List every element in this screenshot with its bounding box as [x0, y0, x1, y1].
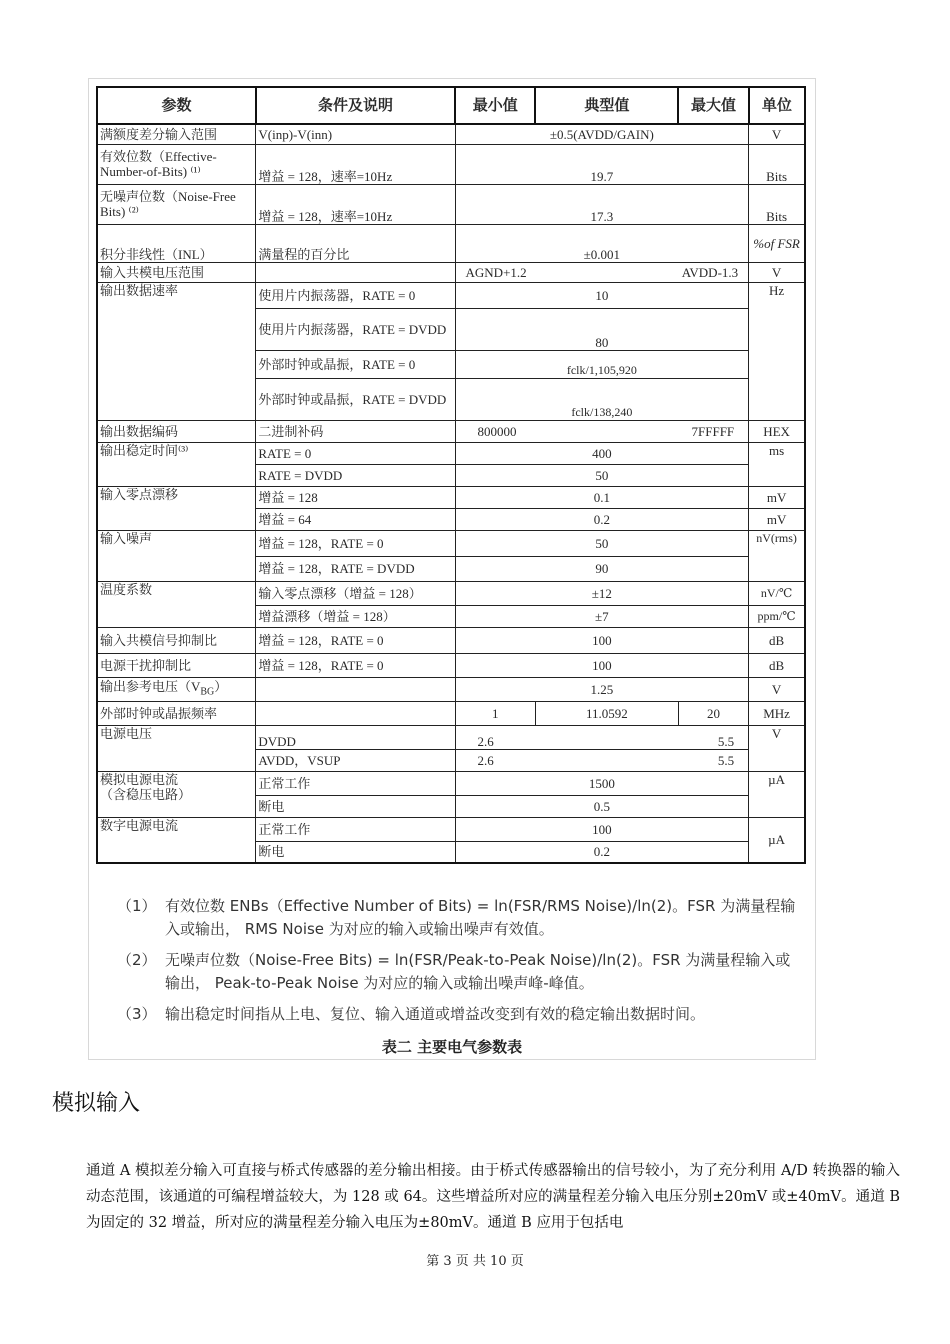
typ-cell: 400 — [455, 442, 749, 464]
param-cell: 无噪声位数（Noise-Free Bits) ⁽²⁾ — [97, 184, 256, 224]
header-condition: 条件及说明 — [256, 87, 455, 124]
unit-cell: ppm/℃ — [749, 605, 805, 627]
condition-cell: 使用片内振荡器，RATE = DVDD — [256, 308, 455, 350]
param-cell: 输入共模电压范围 — [97, 262, 256, 282]
footnote-item — [117, 1003, 797, 1026]
typ-cell: 100 — [455, 817, 749, 841]
min-value: 800000 — [477, 423, 517, 439]
unit-cell: Bits — [749, 144, 805, 184]
unit-cell: %of FSR — [749, 224, 805, 262]
table-footnotes — [117, 895, 797, 1034]
param-cell: 电源干扰抑制比 — [97, 653, 256, 677]
typ-cell: 0.2 — [455, 841, 749, 863]
min-max-cell — [455, 725, 749, 749]
footnote-item — [117, 949, 797, 995]
max-value: AVDD-1.3 — [681, 264, 739, 280]
max-value: 7FFFFF — [691, 423, 735, 439]
param-cell: 输入零点漂移 — [97, 486, 256, 530]
typ-cell: 10 — [455, 282, 749, 308]
table-row — [97, 442, 805, 464]
footnote-number: （1） — [117, 897, 157, 915]
unit-cell: V — [749, 124, 805, 144]
param-line-2: （含稳压电路） — [100, 786, 192, 802]
param-cell: 电源电压 — [97, 725, 256, 771]
condition-cell: 增益 = 64 — [256, 508, 455, 530]
min-value: 2.6 — [477, 733, 494, 749]
footnote-text: 有效位数 ENBs（Effective Number of Bits) = ln(FSR/RMS Noise)/ln(2)。FSR 为满量程输入或输出， RMS Noise 为对应的输入或输出噪声有效值。 — [165, 897, 796, 938]
param-cell: 积分非线性（INL） — [97, 224, 256, 262]
footnote-number: （2） — [117, 951, 157, 969]
table-row — [97, 282, 805, 308]
max-cell: 20 — [678, 701, 748, 725]
condition-cell: 外部时钟或晶振，RATE = 0 — [256, 350, 455, 378]
section-title: 模拟输入 — [52, 1091, 141, 1116]
min-value: 2.6 — [477, 752, 494, 768]
typ-cell: 90 — [455, 556, 749, 581]
condition-cell: V(inp)-V(inn) — [256, 124, 455, 144]
typ-cell: 1.25 — [455, 677, 749, 701]
unit-cell: mV — [749, 486, 805, 508]
unit-cell: HEX — [749, 420, 805, 442]
header-typ: 典型值 — [535, 87, 678, 124]
param-cell: 外部时钟或晶振频率 — [97, 701, 256, 725]
unit-cell: MHz — [749, 701, 805, 725]
typ-cell: 11.0592 — [535, 701, 678, 725]
condition-cell: AVDD，VSUP — [256, 749, 455, 771]
table-row — [97, 677, 805, 701]
table-header-row — [97, 87, 805, 124]
condition-cell: 二进制补码 — [256, 420, 455, 442]
table-row — [97, 486, 805, 508]
typ-cell: fclk/138,240 — [455, 378, 749, 420]
typ-cell: 100 — [455, 627, 749, 653]
footnote-text: 输出稳定时间指从上电、复位、输入通道或增益改变到有效的稳定输出数据时间。 — [165, 1005, 706, 1023]
footnote-number: （3） — [117, 1005, 157, 1023]
param-cell: 输出数据速率 — [97, 282, 256, 420]
max-value: 5.5 — [717, 733, 735, 749]
condition-cell: 增益 = 128，RATE = 0 — [256, 653, 455, 677]
condition-cell: 增益 = 128，RATE = 0 — [256, 627, 455, 653]
page-footer: 第 3 页 共 10 页 — [426, 1254, 524, 1269]
condition-cell — [256, 677, 455, 701]
condition-cell: 增益 = 128，RATE = DVDD — [256, 556, 455, 581]
typ-cell: 0.1 — [455, 486, 749, 508]
typ-cell: 0.5 — [455, 795, 749, 817]
condition-cell: RATE = DVDD — [256, 464, 455, 486]
typ-cell: 100 — [455, 653, 749, 677]
table-caption: 表二 主要电气参数表 — [381, 1038, 523, 1056]
condition-cell: 增益漂移（增益 = 128） — [256, 605, 455, 627]
param-line-1: 模拟电源电流 — [100, 771, 179, 787]
condition-cell: 增益 = 128 — [256, 486, 455, 508]
param-cell: 输出稳定时间⁽³⁾ — [97, 442, 256, 486]
typ-cell: ±12 — [455, 581, 749, 605]
unit-cell: Hz — [749, 282, 805, 420]
min-max-cell — [455, 262, 749, 282]
table-row — [97, 725, 805, 749]
condition-cell: 使用片内振荡器，RATE = 0 — [256, 282, 455, 308]
condition-cell: 正常工作 — [256, 771, 455, 795]
typ-cell: 50 — [455, 530, 749, 556]
condition-cell: 正常工作 — [256, 817, 455, 841]
param-cell: 输入噪声 — [97, 530, 256, 581]
header-unit: 单位 — [749, 87, 805, 124]
param-cell: 温度系数 — [97, 581, 256, 627]
condition-cell — [256, 262, 455, 282]
typ-cell: 17.3 — [455, 184, 749, 224]
condition-cell: RATE = 0 — [256, 442, 455, 464]
param-cell: 有效位数（Effective-Number-of-Bits) ⁽¹⁾ — [97, 144, 256, 184]
footnote-text: 无噪声位数（Noise-Free Bits) = ln(FSR/Peak-to-Peak Noise)/ln(2)。FSR 为满量程输入或输出， Peak-to-Peak Noise 为对应的输入或输出噪声峰-峰值。 — [165, 951, 791, 992]
condition-cell: 断电 — [256, 795, 455, 817]
param-cell: 输出数据编码 — [97, 420, 256, 442]
table-row — [97, 653, 805, 677]
typ-cell: 19.7 — [455, 144, 749, 184]
param-text-end: ） — [214, 678, 228, 694]
typ-cell: fclk/1,105,920 — [455, 350, 749, 378]
electrical-spec-table — [96, 86, 806, 864]
param-cell — [97, 677, 256, 701]
condition-cell: 满量程的百分比 — [256, 224, 455, 262]
condition-cell: 增益 = 128，速率=10Hz — [256, 184, 455, 224]
typ-cell: ±7 — [455, 605, 749, 627]
typ-cell: 1500 — [455, 771, 749, 795]
param-cell — [97, 771, 256, 817]
typ-cell: 0.2 — [455, 508, 749, 530]
unit-cell: nV(rms) — [749, 530, 805, 581]
table-row — [97, 144, 805, 184]
table-row — [97, 530, 805, 556]
min-value: AGND+1.2 — [465, 264, 527, 280]
value-cell: ±0.5(AVDD/GAIN) — [455, 124, 749, 144]
condition-cell: 断电 — [256, 841, 455, 863]
typ-cell: 80 — [455, 308, 749, 350]
unit-cell: Bits — [749, 184, 805, 224]
typ-cell: 50 — [455, 464, 749, 486]
param-subscript: BG — [200, 686, 215, 698]
min-max-cell — [455, 749, 749, 771]
table-row — [97, 124, 805, 144]
condition-cell: 外部时钟或晶振，RATE = DVDD — [256, 378, 455, 420]
footnote-item — [117, 895, 797, 941]
table-row — [97, 817, 805, 841]
unit-cell: dB — [749, 653, 805, 677]
table-row — [97, 420, 805, 442]
body-paragraph: 通道 A 模拟差分输入可直接与桥式传感器的差分输出相接。由于桥式传感器输出的信号较小，为了充分利用 A/D 转换器的输入动态范围，该通道的可编程增益较大，为 128 或 64。这些增益所对应的满量程差分输入电压分别±20mV 或±40mV。通道 B 为固定的 32 增益，所对应的满量程差分输入电压为±80mV。通道 B 应用于包括电 — [86, 1163, 900, 1231]
unit-cell: V — [749, 725, 805, 771]
condition-cell: 增益 = 128，RATE = 0 — [256, 530, 455, 556]
condition-cell — [256, 701, 455, 725]
unit-cell: ms — [749, 442, 805, 486]
table-row — [97, 627, 805, 653]
param-cell: 满额度差分输入范围 — [97, 124, 256, 144]
condition-cell: DVDD — [256, 725, 455, 749]
param-cell: 输入共模信号抑制比 — [97, 627, 256, 653]
unit-cell: V — [749, 262, 805, 282]
header-max: 最大值 — [678, 87, 748, 124]
unit-cell: µA — [749, 771, 805, 817]
condition-cell: 输入零点漂移（增益 = 128） — [256, 581, 455, 605]
unit-cell: nV/℃ — [749, 581, 805, 605]
min-max-cell — [455, 420, 749, 442]
header-min: 最小值 — [455, 87, 535, 124]
table-row — [97, 581, 805, 605]
min-cell: 1 — [455, 701, 535, 725]
typ-cell: ±0.001 — [455, 224, 749, 262]
header-param: 参数 — [97, 87, 256, 124]
max-value: 5.5 — [717, 752, 735, 768]
unit-cell: V — [749, 677, 805, 701]
table-row — [97, 184, 805, 224]
param-text: 输出参考电压（V — [100, 678, 201, 694]
table-row — [97, 224, 805, 262]
table-row — [97, 262, 805, 282]
condition-cell: 增益 = 128，速率=10Hz — [256, 144, 455, 184]
unit-cell: µA — [749, 817, 805, 863]
table-row — [97, 771, 805, 795]
spec-table-figure — [88, 78, 816, 1060]
unit-cell: dB — [749, 627, 805, 653]
unit-cell: mV — [749, 508, 805, 530]
param-cell: 数字电源电流 — [97, 817, 256, 863]
table-row — [97, 701, 805, 725]
